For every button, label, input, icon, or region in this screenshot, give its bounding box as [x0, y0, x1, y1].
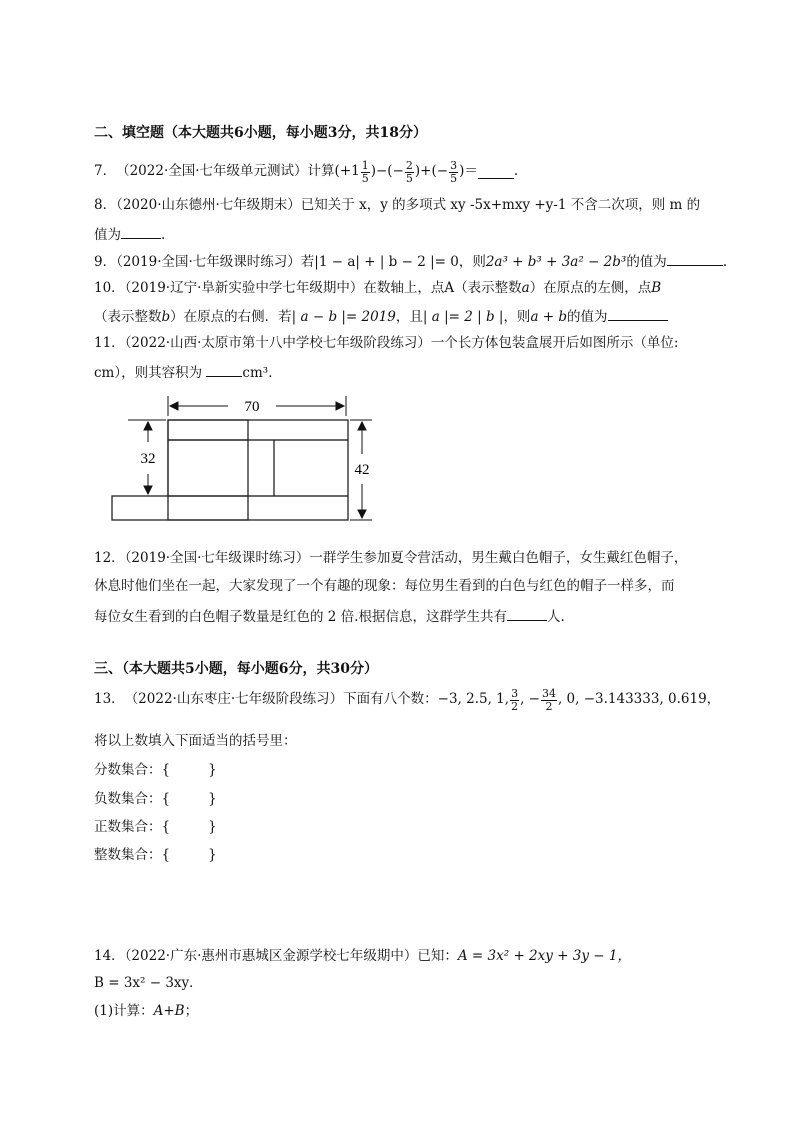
- question-10-line2: [94, 308, 668, 325]
- q13-nums-a: −3, 2.5, 1,: [437, 691, 510, 708]
- q13-frac-2: $\frac{34}{2}$: [541, 687, 556, 713]
- q9-answer-blank[interactable]: [667, 253, 723, 266]
- q10-number: 10．: [94, 280, 125, 296]
- set-positive: [94, 821, 217, 835]
- q7-expr-d: )＝: [459, 163, 478, 180]
- q7-answer-blank[interactable]: [478, 166, 514, 179]
- set-negative-label: 负数集合：{: [94, 791, 171, 807]
- q12-end: 人.: [546, 609, 565, 625]
- q7-expr-a: (+1: [334, 163, 360, 180]
- question-8: [94, 199, 700, 213]
- q13-line2: 将以上数填入下面适当的括号里：: [94, 733, 297, 749]
- q10-text: 在数轴上，点A（表示整数: [363, 280, 522, 296]
- q12-answer-blank[interactable]: [507, 608, 547, 621]
- q10-var-a: a: [521, 280, 530, 296]
- q12-line2: 休息时他们坐在一起，大家发现了一个有趣的现象：每位男生看到的白色与红色的帽子一样多，而: [94, 578, 675, 594]
- q8-text: 已知关于 x，y 的多项式 xy -5x+mxy +y-1 不含二次项，则 m 的: [300, 197, 701, 213]
- dim-right-label: 42: [354, 462, 370, 478]
- q10-line2-d: ，则: [503, 309, 531, 325]
- q13-nums-b: , −: [520, 691, 540, 708]
- dim-top-label: 70: [244, 399, 260, 415]
- q9-expr: 2a³ + b³ + 3a² − 2b³: [485, 254, 627, 270]
- q8-answer-blank[interactable]: [121, 226, 161, 239]
- q14-source: （2022·广东·惠州市惠城区金源学校七年级期中）: [124, 948, 418, 964]
- q10-answer-blank[interactable]: [608, 308, 668, 321]
- question-14: [94, 950, 631, 964]
- set-negative-close: }: [208, 791, 217, 807]
- q10-line2-a: （表示整数: [94, 309, 162, 325]
- dim-left-arrow-down: [144, 486, 152, 494]
- q14-expr-A: A = 3x² + 2xy + 3y − 1，: [457, 948, 631, 964]
- dim-left-label: 32: [140, 451, 156, 467]
- set-integer-label: 整数集合：{: [94, 847, 171, 863]
- section3-heading: 三、（本大题共5小题，每小题6分，共30分）: [94, 661, 378, 677]
- dim-right-arrow-down: [358, 510, 366, 518]
- set-fraction-label: 分数集合：{: [94, 762, 171, 778]
- q7-end: .: [513, 163, 519, 180]
- question-10: [94, 282, 661, 296]
- q13-nums-c: , 0, −3.143333, 0.619，: [557, 691, 721, 708]
- q10-var-B: B: [651, 280, 662, 296]
- q7-source: （2022·全国·七年级单元测试）: [116, 163, 308, 180]
- question-12: [94, 552, 687, 566]
- q10-target: a + b: [530, 309, 568, 325]
- q10-line2-e: 的值为: [567, 309, 608, 325]
- q10-line2-b: ）在原点的右侧．若: [170, 309, 292, 325]
- q8-end: .: [161, 227, 166, 243]
- q13-text: 下面有八个数：: [343, 691, 438, 708]
- q9-text: 若|1 − a| + | b − 2 |= 0，则: [300, 254, 486, 270]
- net-top-flap: [168, 420, 248, 440]
- question-11: [94, 337, 678, 351]
- box-net-figure: [100, 392, 390, 532]
- question-8-line2: [94, 226, 165, 243]
- dim-right-arrow-up: [358, 422, 366, 430]
- dim-top-arrow-left: [170, 402, 178, 410]
- q11-text: 一个长方体包装盒展开后如图所示（单位:: [430, 335, 679, 351]
- q14-part1-end: ；: [184, 1003, 199, 1019]
- q14-part1-expr: A+B: [153, 1003, 185, 1019]
- set-integer: [94, 849, 217, 863]
- question-9: [94, 253, 727, 270]
- q13-frac-1: $\frac{3}{2}$: [511, 687, 519, 713]
- q8-source: （2020·山东德州·七年级期末）: [116, 197, 301, 213]
- question-11-line2: [94, 364, 282, 381]
- q7-expr-b: )−(−: [370, 163, 404, 180]
- q12-line3: 每位女生看到的白色帽子数量是红色的 2 倍.根据信息，这群学生共有: [94, 609, 507, 625]
- q7-text: 计算: [307, 163, 335, 180]
- q12-source: （2019·全国·七年级课时练习）: [124, 550, 310, 566]
- dim-top-arrow-right: [336, 402, 344, 410]
- q11-answer-blank[interactable]: [206, 364, 242, 377]
- q7-frac-1: $\frac{1}{5}$: [361, 159, 369, 185]
- q12-line1: 一群学生参加夏令营活动，男生戴白色帽子，女生戴红色帽子，: [309, 550, 688, 566]
- set-fraction: [94, 764, 217, 778]
- q9-text2: 的值为: [626, 254, 667, 270]
- q13-source: （2022·山东枣庄·七年级阶段练习）: [124, 691, 344, 708]
- q13-number: 13．: [94, 691, 125, 708]
- net-bottom-flap: [112, 496, 248, 520]
- q7-frac-2: $\frac{2}{5}$: [405, 159, 413, 185]
- q14-part1: [94, 1005, 198, 1019]
- set-positive-label: 正数集合：{: [94, 819, 171, 835]
- set-fraction-close: }: [208, 762, 217, 778]
- q11-line2: cm），则其容积为: [94, 365, 203, 381]
- q10-var-b: b: [161, 309, 171, 325]
- question-12-line3: [94, 608, 565, 625]
- q14-text: 已知：: [417, 948, 458, 964]
- q10-line2-c: ，且: [395, 309, 423, 325]
- q10-cond-2: | a |= 2 | b |: [422, 309, 504, 325]
- q7-number: 7．: [94, 163, 117, 180]
- q12-number: 12．: [94, 550, 125, 566]
- q8-text2: 值为: [94, 227, 121, 243]
- q9-end: .: [722, 254, 728, 270]
- q9-number: 9．: [94, 254, 117, 270]
- set-negative: [94, 793, 217, 807]
- question-7: [94, 160, 518, 184]
- q7-frac-3: $\frac{3}{5}$: [450, 159, 458, 185]
- section2-heading: 二、填空题（本大题共6小题，每小题3分，共18分）: [94, 125, 427, 141]
- q10-cond-1: | a − b |= 2019: [291, 309, 396, 325]
- net-center-strip: [168, 420, 348, 520]
- set-integer-close: }: [208, 847, 217, 863]
- q11-unit: cm³．: [242, 365, 282, 381]
- set-positive-close: }: [208, 819, 217, 835]
- q14-expr-B: B = 3x² − 3xy．: [94, 975, 203, 991]
- dim-left-arrow-up: [144, 422, 152, 430]
- q14-number: 14．: [94, 948, 125, 964]
- q8-number: 8．: [94, 197, 117, 213]
- q10-text-b: ）在原点的左侧，点: [529, 280, 652, 296]
- q14-part1-label: (1)计算：: [94, 1003, 154, 1019]
- q11-number: 11．: [94, 335, 125, 351]
- q10-source: （2019·辽宁·阜新实验中学七年级期中）: [124, 280, 364, 296]
- q9-source: （2019·全国·七年级课时练习）: [116, 254, 301, 270]
- question-13: [94, 688, 720, 712]
- q11-source: （2022·山西·太原市第十八中学校七年级阶段练习）: [124, 335, 431, 351]
- q7-expr-c: )+(−: [414, 163, 449, 180]
